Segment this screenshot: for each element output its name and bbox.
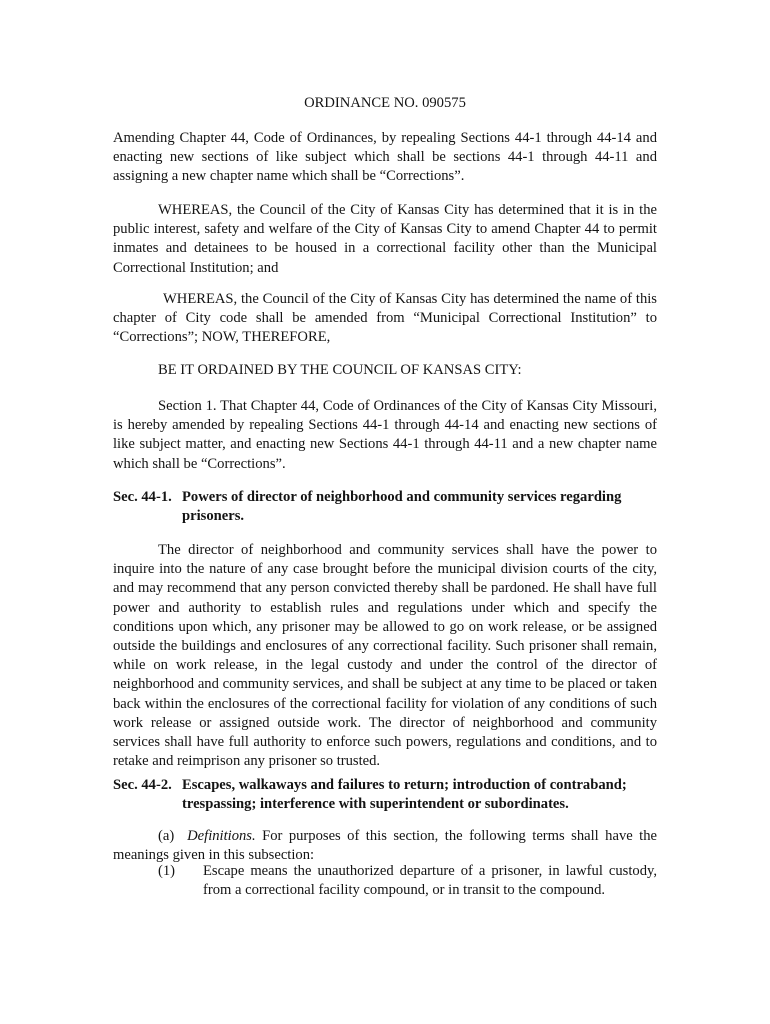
section-1-paragraph: Section 1. That Chapter 44, Code of Ordinances of the City of Kansas City Missouri, is hereby amended by repealing Sections 44-1 through 44-14 and enacting new sections of like subject matter, and enacting new Sections 44-1 through 44-11 and a new chapter name which shall be “Corrections”. — [113, 398, 657, 472]
definitions-intro: For purposes of this section, the following terms shall have the meanings given in this subsection: — [113, 828, 658, 864]
whereas-paragraph-1: WHEREAS, the Council of the City of Kansas City has determined that it is in the public interest, safety and welfare of the City of Kansas City to amend Chapter 44 to permit inmates and detainees to be housed in a correctional facility other than the Municipal Correctional Institution; and — [113, 202, 657, 276]
subsection-label: (a) — [158, 828, 175, 844]
definitions-paragraph — [113, 827, 657, 865]
section-title: Escapes, walkaways and failures to return; introduction of contraband; trespassing; interference with superintendent or subordinates. — [182, 777, 627, 813]
item-text: Escape means the unauthorized departure of a prisoner, in lawful custody, from a correctional facility compound, or in transit to the compound. — [203, 863, 657, 899]
ordained-clause: BE IT ORDAINED BY THE COUNCIL OF KANSAS CITY: — [158, 362, 522, 378]
item-number: (1) — [158, 863, 176, 879]
definitions-title: Definitions. — [187, 828, 256, 844]
whereas-paragraph-2: WHEREAS, the Council of the City of Kansas City has determined the name of this chapter of City code shall be amended from “Municipal Correctional Institution” to “Corrections”; NOW, THEREFORE, — [113, 291, 657, 346]
definition-item-1 — [113, 862, 657, 900]
section-number: Sec. 44-1. — [113, 489, 172, 505]
section-44-1-heading — [113, 488, 657, 526]
section-44-1-body: The director of neighborhood and community services shall have the power to inquire into the nature of any case brought before the municipal division courts of the city, and may recommend that any person convicted thereby shall be pardoned. He shall have full power and authority to establish rules and regulations under which and specify the conditions upon which, any prisoner may be allowed to go on work release, or be assigned outside the buildings and enclosures of any correctional facility. Such prisoner shall remain, while on work release, in the legal custody and under the control of the director of neighborhood and community services, and shall be subject at any time to be placed or taken back within the enclosures of the correctional facility for violation of any conditions of such work release or assigned outside work. The director of neighborhood and community services shall have full authority to enforce such powers, regulations and conditions, and to retake and reimprison any prisoner so trusted. — [113, 542, 657, 770]
section-number: Sec. 44-2. — [113, 777, 172, 793]
section-title: Powers of director of neighborhood and community services regarding prisoners. — [182, 489, 622, 525]
preamble-paragraph: Amending Chapter 44, Code of Ordinances, by repealing Sections 44-1 through 44-14 and enacting new sections of like subject which shall be sections 44-1 through 44-11 and assigning a new chapter name which shall be “Corrections”. — [113, 130, 657, 185]
page-title: ORDINANCE NO. 090575 — [304, 95, 466, 111]
section-44-2-heading — [113, 776, 657, 814]
